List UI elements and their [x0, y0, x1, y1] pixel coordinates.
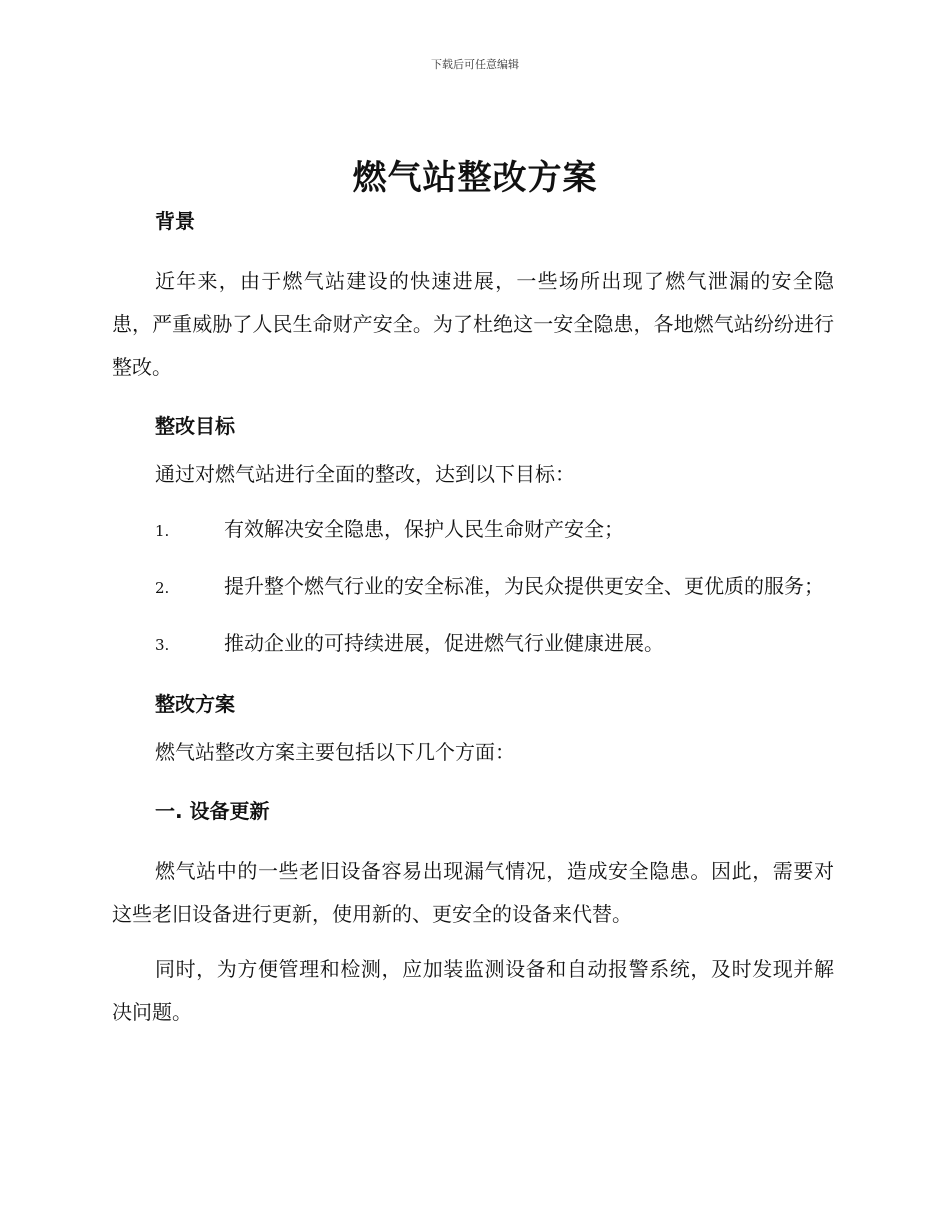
heading-equipment-update: 一. 设备更新	[155, 799, 270, 823]
heading-goals: 整改目标	[155, 414, 235, 438]
list-item-text: 推动企业的可持续进展，促进燃气行业健康进展。	[224, 631, 664, 655]
paragraph-goals-intro: 通过对燃气站进行全面的整改，达到以下目标：	[155, 462, 575, 486]
paragraph-background: 近年来，由于燃气站建设的快速进展，一些场所出现了燃气泄漏的安全隐患，严重威胁了人民生命财产安全。为了杜绝这一安全隐患，各地燃气站纷纷进行整改。	[112, 269, 834, 379]
document-title: 燃气站整改方案	[352, 158, 598, 198]
list-item	[112, 565, 834, 610]
list-item-number: 2.	[155, 579, 170, 597]
heading-plan: 整改方案	[155, 692, 235, 716]
header-note: 下载后可任意编辑	[431, 58, 519, 71]
list-item-text: 提升整个燃气行业的安全标准，为民众提供更安全、更优质的服务；	[224, 574, 824, 598]
list-item-number: 3.	[155, 636, 170, 654]
list-item-number: 1.	[155, 522, 170, 540]
list-item	[112, 622, 834, 667]
list-item-text: 有效解决安全隐患，保护人民生命财产安全；	[224, 517, 624, 541]
paragraph-equipment-2: 同时，为方便管理和检测，应加装监测设备和自动报警系统，及时发现并解决问题。	[112, 957, 834, 1024]
list-item	[112, 508, 834, 553]
heading-background: 背景	[155, 209, 195, 233]
document-body	[112, 200, 834, 1034]
paragraph-equipment-1: 燃气站中的一些老旧设备容易出现漏气情况，造成安全隐患。因此，需要对这些老旧设备进行更新，使用新的、更安全的设备来代替。	[112, 859, 834, 926]
paragraph-plan-intro: 燃气站整改方案主要包括以下几个方面：	[155, 740, 515, 764]
